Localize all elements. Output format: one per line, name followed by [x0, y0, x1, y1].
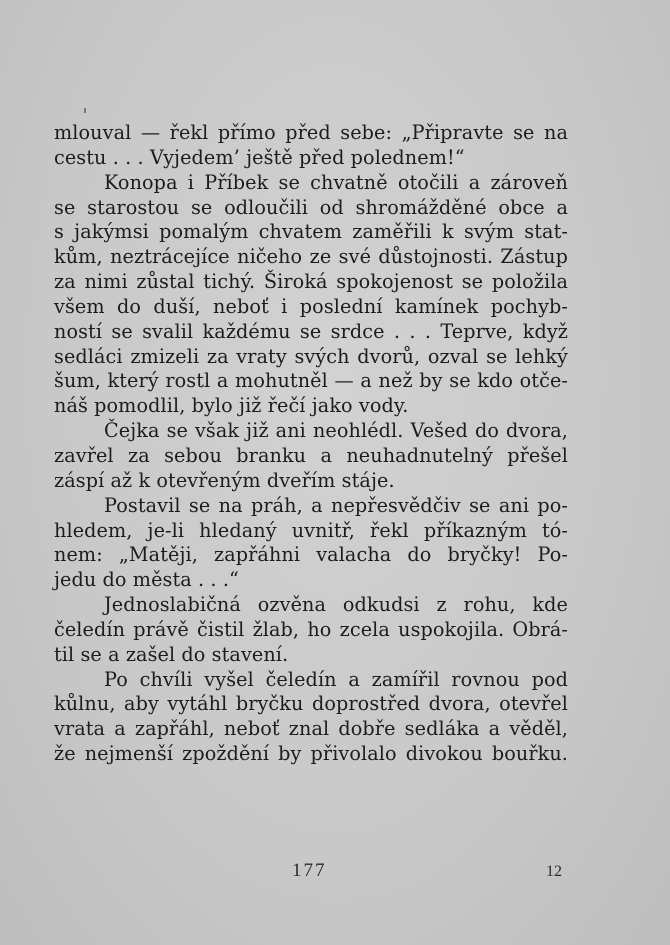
text-line: cestu . . . Vyjedem’ ještě před polednem!“: [54, 145, 465, 169]
text-line: čeledín právě čistil žlab, ho zcela uspokojila. Obrá-: [54, 617, 568, 641]
text-line: Jednoslabičná ozvěna odkudsi z rohu, kde: [104, 593, 568, 617]
text-line: s jakýmsi pomalým chvatem zaměřili k svým stat-: [54, 220, 568, 244]
print-speck: [84, 108, 86, 113]
text-line: kům, neztrácejíce ničeho ze své důstojnosti. Zástup: [54, 245, 568, 269]
text-line: šum, který rostl a mohutněl — a než by se kdo otče-: [54, 369, 568, 393]
text-line: mlouval — řekl přímo před sebe: „Připravte se na: [54, 121, 568, 144]
text-line: všem do duší, neboť i poslední kamínek pochyb-: [54, 294, 568, 318]
text-line: za nimi zůstal tichý. Široká spokojenost se položila: [54, 270, 568, 294]
text-line: záspí až k otevřeným dveřím stáje.: [54, 468, 395, 492]
text-line: ností se svalil každému se srdce . . . Teprve, když: [54, 319, 568, 343]
text-line: Po chvíli vyšel čeledín a zamířil rovnou pod: [104, 667, 568, 691]
text-line: se starostou se odloučili od shromážděné obce a: [54, 195, 568, 219]
text-line: sedláci zmizeli za vraty svých dvorů, ozval se lehký: [54, 344, 568, 368]
body-text: [54, 121, 568, 767]
text-line: nem: „Matěji, zapřáhni valacha do bryčky! Po-: [54, 543, 568, 567]
text-line: že nejmenší zpoždění by přivolalo divokou bouřku.: [54, 742, 568, 766]
text-line: Čejka se však již ani neohlédl. Vešed do dvora,: [104, 419, 568, 443]
text-line: zavřel za sebou branku a neuhadnutelný přešel: [54, 443, 568, 467]
text-line: vrata a zapřáhl, neboť znal dobře sedláka a věděl,: [54, 717, 568, 741]
text-line: jedu do města . . .“: [54, 568, 239, 592]
signature-mark: 12: [546, 863, 562, 880]
text-line: kůlnu, aby vytáhl bryčku doprostřed dvora, otevřel: [54, 692, 568, 716]
text-line: Postavil se na práh, a nepřesvědčiv se ani po-: [104, 493, 568, 517]
text-line: til se a zašel do stavení.: [54, 642, 289, 666]
text-line: náš pomodlil, bylo již řečí jako vody.: [54, 394, 409, 418]
text-line: hledem, je-li hledaný uvnitř, řekl příkazným tó-: [54, 518, 568, 542]
page-number: 177: [292, 860, 327, 881]
text-line: Konopa i Příbek se chvatně otočili a zároveň: [104, 170, 568, 194]
